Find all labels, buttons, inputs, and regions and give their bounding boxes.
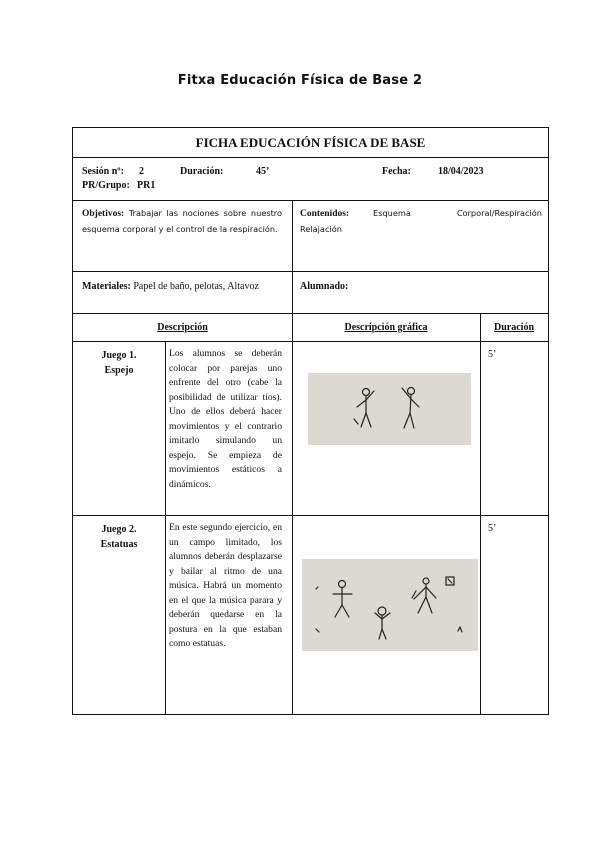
game-name-line1: Juego 2. xyxy=(101,524,137,535)
stick-figures-icon xyxy=(308,373,471,445)
contents-text: Esquema Corporal/Respiración Relajación xyxy=(300,208,542,234)
objectives-label: Objetivos: xyxy=(82,209,125,219)
divider xyxy=(292,314,293,715)
game-name-line2: Espejo xyxy=(104,365,134,376)
sheet-heading: FICHA EDUCACIÓN FÍSICA DE BASE xyxy=(195,135,426,150)
sheet-heading-row xyxy=(73,128,548,158)
game-row xyxy=(73,342,548,516)
divider xyxy=(480,314,481,715)
objectives-row xyxy=(73,201,548,272)
session-row xyxy=(73,158,548,201)
game-text: En este segundo ejercicio, en un campo limitado, los alumnos deberán desplazarse y bailar al ritmo de una música. Habrá un momento en el que la música parara y deberán quedarse en la postura en la que estaban como estatuas. xyxy=(169,522,282,649)
materials xyxy=(82,280,259,293)
duration-label: Duración: xyxy=(180,166,224,177)
game-name-line2: Estatuas xyxy=(100,539,138,550)
objectives-text: Trabajar las nociones sobre nuestro esquema corporal y el control de la respiración. xyxy=(82,208,283,234)
session-label: Sesión nº: xyxy=(82,166,124,177)
statues-drawing xyxy=(302,559,478,651)
page-title: Fitxa Educación Física de Base 2 xyxy=(177,73,423,88)
contents xyxy=(300,206,542,236)
col-description: Descripción xyxy=(157,322,208,333)
stick-figures-icon xyxy=(302,559,478,651)
materials-text: Papel de baño, pelotas, Altavoz xyxy=(133,281,259,292)
session-value: 2 xyxy=(139,166,144,177)
contents-label: Contenidos: xyxy=(300,209,350,219)
game-duration: 5’ xyxy=(488,523,497,534)
divider xyxy=(165,342,166,715)
col-graphic: Descripción gráfica xyxy=(344,322,428,333)
column-header-row xyxy=(73,314,548,342)
objectives xyxy=(82,206,282,236)
game-duration: 5’ xyxy=(488,349,497,360)
materials-row xyxy=(73,272,548,314)
date-label: Fecha: xyxy=(382,166,411,177)
group-value: PR1 xyxy=(137,180,156,191)
game-name xyxy=(73,348,165,378)
game-name-line1: Juego 1. xyxy=(101,350,137,361)
mirror-drawing xyxy=(308,373,471,445)
students-label: Alumnado: xyxy=(300,281,349,292)
game-text: Los alumnos se deberán colocar por parejas uno enfrente del otro (cabe la posibilidad de utilizar tíos). Uno de ellos deberá hacer movimientos y el contrario imitarlo simulando un espejo. Se empieza de movimientos estáticos a dinámicos. xyxy=(169,348,282,490)
group-label: PR/Grupo: xyxy=(82,180,130,191)
col-duration: Duración xyxy=(494,322,534,333)
date-value: 18/04/2023 xyxy=(438,166,484,177)
duration-value: 45’ xyxy=(256,166,270,177)
materials-label: Materiales: xyxy=(82,281,131,292)
exercise-sheet xyxy=(72,127,549,715)
game-row xyxy=(73,516,548,715)
divider xyxy=(292,201,293,314)
game-name xyxy=(73,522,165,552)
